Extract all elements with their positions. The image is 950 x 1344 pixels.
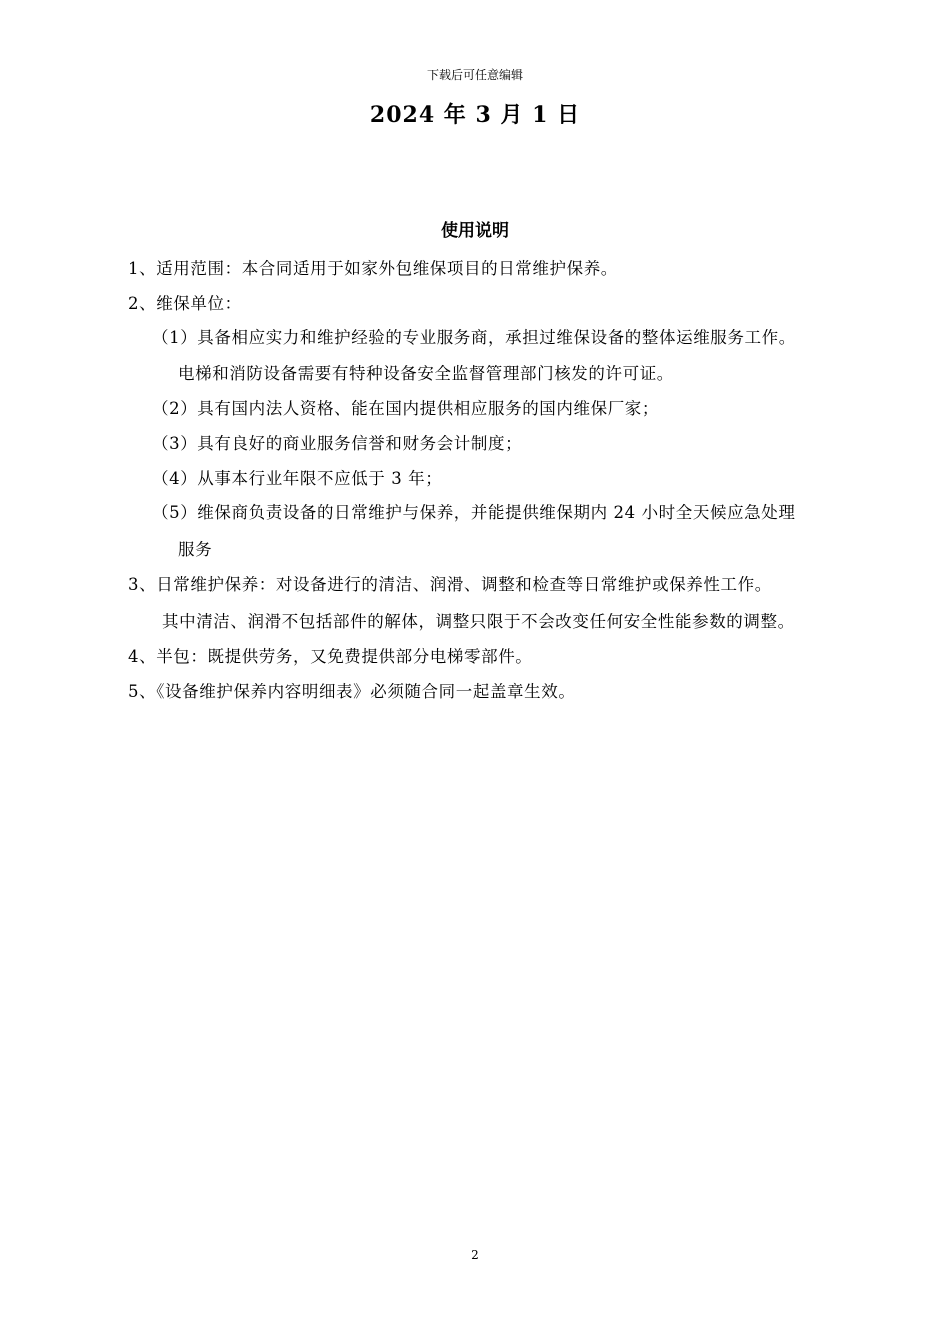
item-2-maintenance-unit: 2、维保单位： xyxy=(128,294,242,313)
item-4-semi-contract: 4、半包：既提供劳务，又免费提供部分电梯零部件。 xyxy=(128,647,533,666)
download-note: 下载后可任意编辑 xyxy=(426,68,523,82)
item-5-schedule-table: 5、《设备维护保养内容明细表》必须随合同一起盖章生效。 xyxy=(128,682,576,701)
item-2-sub-1-continued: 电梯和消防设备需要有特种设备安全监督管理部门核发的许可证。 xyxy=(178,364,674,383)
item-2-sub-1: （1）具备相应实力和维护经验的专业服务商，承担过维保设备的整体运维服务工作。 xyxy=(152,328,796,347)
item-2-sub-3: （3）具有良好的商业服务信誉和财务会计制度； xyxy=(152,434,523,453)
item-1-scope: 1、适用范围：本合同适用于如家外包维保项目的日常维护保养。 xyxy=(128,259,618,278)
item-2-sub-2: （2）具有国内法人资格、能在国内提供相应服务的国内维保厂家； xyxy=(152,399,659,418)
item-3-daily-maintenance: 3、日常维护保养：对设备进行的清洁、润滑、调整和检查等日常维护或保养性工作。 xyxy=(128,575,772,594)
item-3-continued: 其中清洁、润滑不包括部件的解体，调整只限于不会改变任何安全性能参数的调整。 xyxy=(162,612,795,631)
document-date: 2024 年 3 月 1 日 xyxy=(369,102,581,128)
item-2-sub-4: （4）从事本行业年限不应低于 3 年； xyxy=(152,469,443,488)
item-2-sub-5: （5）维保商负责设备的日常维护与保养，并能提供维保期内 24 小时全天候应急处理 xyxy=(152,503,796,522)
page-number: 2 xyxy=(471,1248,479,1262)
section-title: 使用说明 xyxy=(441,221,509,241)
item-2-sub-5-continued: 服务 xyxy=(178,540,213,559)
